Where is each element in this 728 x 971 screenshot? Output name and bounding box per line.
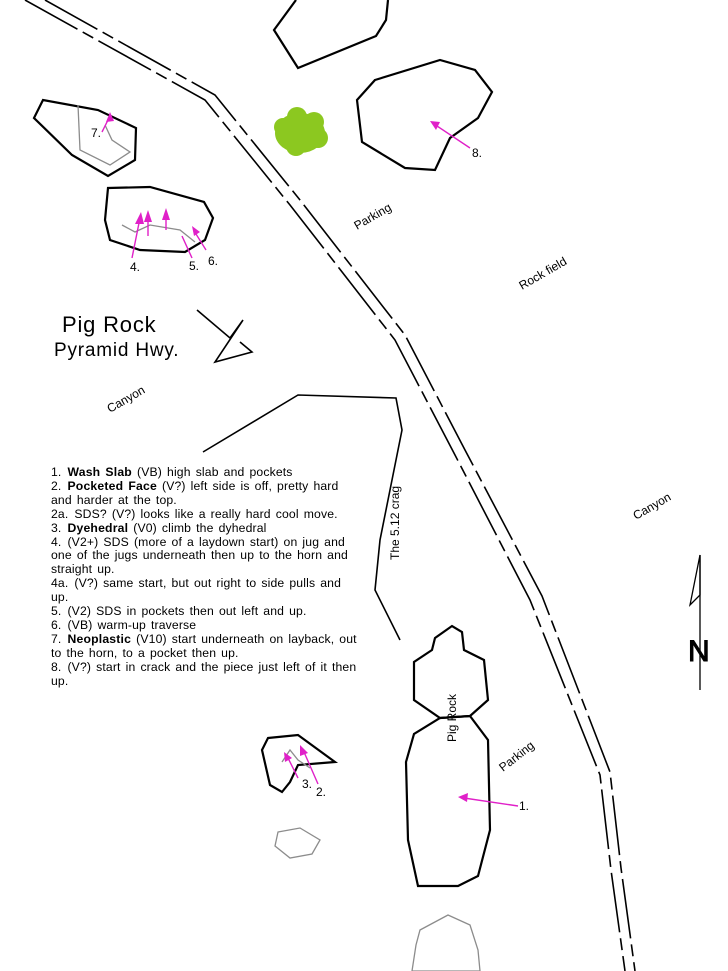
- marker-6: 6.: [208, 254, 219, 268]
- pig-rock: [406, 626, 490, 886]
- label-pig-rock: Pig Rock: [445, 693, 459, 742]
- legend-item-number: 4.: [51, 534, 62, 549]
- marker-5: 5.: [189, 259, 200, 273]
- minor-boulder-b: [412, 915, 480, 971]
- legend-item: [51, 508, 361, 522]
- map-title: Pig Rock: [62, 312, 157, 337]
- legend-item-description: (VB) high slab and pockets: [137, 465, 293, 479]
- legend-item: [51, 605, 361, 619]
- legend-item-description: (V10) start underneath on layback, out to the horn, to a pocket then up.: [51, 631, 357, 660]
- legend-item: [51, 633, 361, 661]
- marker-8: 8.: [472, 146, 483, 160]
- legend-item: [51, 522, 361, 536]
- marker-7: 7.: [91, 126, 102, 140]
- label-rock-field: Rock field: [516, 254, 570, 293]
- scale-zigzag: [197, 310, 252, 362]
- boulder-top: [274, 0, 388, 68]
- legend-item-description: (V2) SDS in pockets then out left and up.: [67, 604, 307, 619]
- north-arrow: [690, 555, 700, 690]
- legend-item: [51, 480, 361, 508]
- legend-item-number: 2.: [51, 478, 62, 493]
- minor-boulder-a: [275, 828, 320, 858]
- label-canyon-left: Canyon: [104, 382, 148, 416]
- marker-4: 4.: [130, 260, 141, 274]
- legend-item-name: Dyehedral: [67, 520, 129, 535]
- legend-item-number: 4a.: [51, 576, 69, 591]
- map-subtitle: Pyramid Hwy.: [54, 340, 180, 361]
- boulder-4-5-6: [105, 187, 213, 252]
- legend-item-description: SDS? (V?) looks like a really hard cool move.: [74, 506, 338, 521]
- legend-item-description: (V?) same start, but out right to side pulls and up.: [51, 576, 342, 605]
- marker-3: 3.: [302, 777, 313, 791]
- legend-item: [51, 466, 361, 480]
- legend-item: [51, 536, 361, 578]
- problem-legend: [51, 466, 361, 689]
- legend-item-number: 7.: [51, 631, 62, 646]
- legend-item-number: 8.: [51, 659, 62, 674]
- boulder-7: [34, 100, 136, 176]
- label-parking-top: Parking: [351, 200, 394, 233]
- legend-item-number: 1.: [51, 465, 62, 479]
- tree: [274, 107, 328, 156]
- legend-item-name: Pocketed Face: [67, 478, 157, 493]
- legend-item-number: 3.: [51, 520, 62, 535]
- legend-item: [51, 577, 361, 605]
- legend-item-description: (VB) warm-up traverse: [67, 617, 197, 632]
- boulder-2-3: [262, 735, 335, 792]
- north-label: N: [688, 635, 710, 668]
- legend-item-name: Neoplastic: [67, 631, 132, 646]
- legend-item: [51, 619, 361, 633]
- marker-1: 1.: [519, 799, 530, 813]
- legend-item-description: (V0) climb the dyhedral: [133, 520, 267, 535]
- legend-item-number: 2a.: [51, 506, 69, 521]
- label-parking-bottom: Parking: [496, 738, 537, 775]
- legend-item-name: Wash Slab: [67, 465, 132, 479]
- label-canyon-right: Canyon: [630, 489, 674, 523]
- legend-item-number: 6.: [51, 617, 62, 632]
- legend-item-description: (V2+) SDS (more of a laydown start) on jug and one of the jugs underneath then up to the horn and straight up.: [51, 534, 348, 577]
- legend-item: [51, 661, 361, 689]
- legend-item-description: (V?) left side is off, pretty hard and harder at the top.: [51, 478, 339, 507]
- legend-item-number: 5.: [51, 604, 62, 619]
- label-crag: The 5.12 crag: [388, 485, 402, 560]
- marker-2: 2.: [316, 785, 327, 799]
- legend-item-description: (V?) start in crack and the piece just left of it then up.: [51, 659, 357, 688]
- map-title-block: [54, 312, 179, 362]
